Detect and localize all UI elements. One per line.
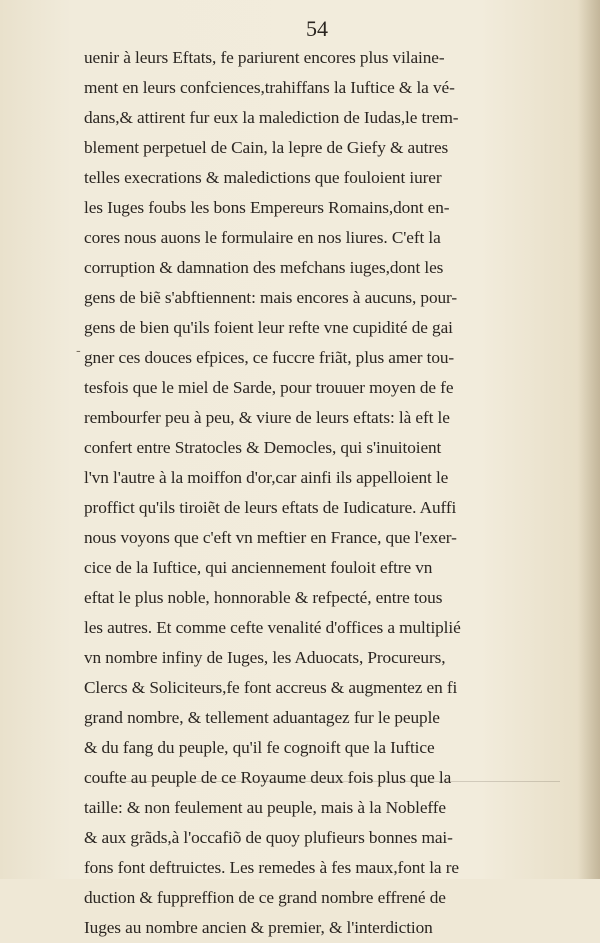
text-line: les Iuges foubs les bons Empereurs Romains,dont en- xyxy=(84,198,450,217)
text-line: dans,& attirent fur eux la malediction de Iudas,le trem- xyxy=(84,108,459,127)
text-line: telles execrations & maledictions que fouloient iurer xyxy=(84,168,442,187)
text-line: taille: & non feulement au peuple, mais à la Nobleffe xyxy=(84,798,446,817)
text-line: fons font deftruictes. Les remedes à fes maux,font la re xyxy=(84,858,459,877)
text-line: grand nombre, & tellement aduantagez fur le peuple xyxy=(84,708,440,727)
text-line: tesfois que le miel de Sarde, pour trouuer moyen de fe xyxy=(84,378,454,397)
text-line: ment en leurs confciences,trahiffans la Iuftice & la vé- xyxy=(84,78,455,97)
text-line: proffict qu'ils tiroiẽt de leurs eftats de Iudicature. Auffi xyxy=(84,498,457,517)
text-line: & du fang du peuple, qu'il fe cognoift que la Iuftice xyxy=(84,738,435,757)
text-line: blement perpetuel de Cain, la lepre de Giefy & autres xyxy=(84,138,449,157)
page-number: 54 xyxy=(306,16,328,41)
text-line: cice de la Iuftice, qui anciennement fouloit eftre vn xyxy=(84,558,433,577)
text-line: gner ces douces efpices, ce fuccre friãt, plus amer tou- xyxy=(84,348,455,367)
text-line: cores nous auons le formulaire en nos liures. C'eft la xyxy=(84,228,441,247)
text-line: Clercs & Soliciteurs,fe font accreus & augmentez en fi xyxy=(84,678,458,697)
text-line: gens de bien qu'ils foient leur refte vne cupidité de gai xyxy=(84,318,453,337)
text-line: & aux grãds,à l'occafiõ de quoy plufieurs bonnes mai- xyxy=(84,828,453,847)
text-line: l'vn l'autre à la moiffon d'or,car ainfi ils appelloient le xyxy=(84,468,449,487)
text-line: corruption & damnation des mefchans iuges,dont les xyxy=(84,258,444,277)
text-line: duction & fuppreffion de ce grand nombre effrené de xyxy=(84,888,446,907)
text-line: gens de biẽ s'abftiennent: mais encores à aucuns, pour- xyxy=(84,288,458,307)
text-line: uenir à leurs Eftats, fe pariurent encores plus vilaine- xyxy=(84,48,445,67)
binding-shadow xyxy=(578,0,600,879)
text-line: confert entre Stratocles & Democles, qui s'inuitoient xyxy=(84,438,442,457)
text-line: nous voyons que c'eft vn meftier en France, que l'exer- xyxy=(84,528,457,547)
bottom-rule xyxy=(90,781,560,782)
margin-mark: - xyxy=(76,343,81,359)
text-line: vn nombre infiny de Iuges, les Aduocats, Procureurs, xyxy=(84,648,446,667)
text-line: les autres. Et comme cefte venalité d'offices a multiplié xyxy=(84,618,461,637)
text-line: eftat le plus noble, honnorable & refpecté, entre tous xyxy=(84,588,443,607)
text-line: rembourfer peu à peu, & viure de leurs eftats: là eft le xyxy=(84,408,450,427)
text-line: coufte au peuple de ce Royaume deux fois plus que la xyxy=(84,768,452,787)
text-line: Iuges au nombre ancien & premier, & l'interdiction xyxy=(84,918,433,937)
body-text xyxy=(84,43,570,943)
